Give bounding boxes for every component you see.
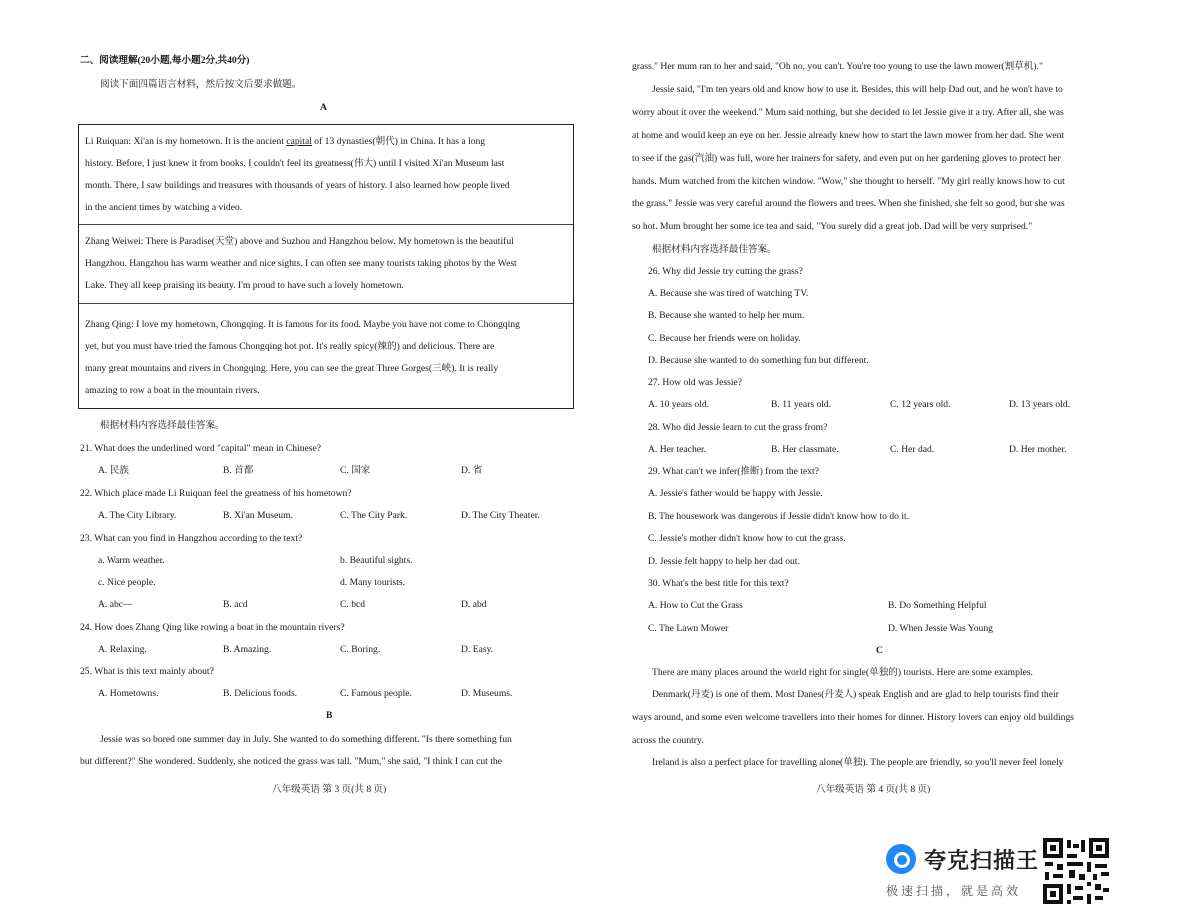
passage-c-line: There are many places around the world right for single(单独的) tourists. Here are some examples. xyxy=(652,667,1033,678)
question-25: 25. What is this text mainly about? xyxy=(80,666,214,677)
q22-option-a[interactable]: A. The City Library. xyxy=(98,510,177,521)
q24-option-c[interactable]: C. Boring. xyxy=(340,644,381,655)
q23-item-a: a. Warm weather. xyxy=(98,555,165,566)
q24-option-d[interactable]: D. Easy. xyxy=(461,644,494,655)
passage-c-label: C xyxy=(876,645,883,656)
question-21: 21. What does the underlined word "capital" mean in Chinese? xyxy=(80,443,322,454)
exam-page-4 xyxy=(600,0,1200,909)
box-line: in the ancient times by watching a video. xyxy=(85,202,243,213)
passage-b-line: Jessie said, "I'm ten years old and know how to use it. Besides, this will help Dad out, and he won't have to xyxy=(652,84,1063,95)
q26-option-b[interactable]: B. Because she wanted to help her mum. xyxy=(648,310,805,321)
passage-b-line: worry about it over the weekend." Mum said nothing, but she decided to let Jessie give it a try. After all, she was xyxy=(632,107,1064,118)
q23-item-b: b. Beautiful sights. xyxy=(340,555,413,566)
q28-option-a[interactable]: A. Her teacher. xyxy=(648,444,707,455)
q27-option-d[interactable]: D. 13 years old. xyxy=(1009,399,1071,410)
section-instruction: 阅读下面四篇语言材料，然后按文后要求做题。 xyxy=(100,79,302,90)
q22-option-b[interactable]: B. Xi'an Museum. xyxy=(223,510,293,521)
passage-b-line: Jessie was so bored one summer day in July. She wanted to do something different. "Is there something fun xyxy=(100,734,512,745)
passage-c-line: ways around, and some even welcome travellers into their homes for dinner. History lovers can enjoy old buildings xyxy=(632,712,1075,723)
underlined-word-capital: capital xyxy=(286,136,312,147)
question-23: 23. What can you find in Hangzhou according to the text? xyxy=(80,533,303,544)
q23-option-d[interactable]: D. abd xyxy=(461,599,487,610)
q28-option-b[interactable]: B. Her classmate. xyxy=(771,444,839,455)
q28-option-c[interactable]: C. Her dad. xyxy=(890,444,935,455)
choose-prompt: 根据材料内容选择最佳答案。 xyxy=(652,244,777,255)
question-30: 30. What's the best title for this text? xyxy=(648,578,789,589)
box-line: Li Ruiquan: Xi'an is my hometown. It is the ancient capital of 13 dynasties(朝代) in China. It has a long xyxy=(85,136,486,147)
q21-option-c[interactable]: C. 国家 xyxy=(340,465,371,476)
q27-option-b[interactable]: B. 11 years old. xyxy=(771,399,832,410)
passage-b-line: so hot. Mum brought her some ice tea and said, "You surely did a great job. Dad will be very surprised." xyxy=(632,221,1033,232)
passage-a-label: A xyxy=(320,102,327,113)
q24-option-a[interactable]: A. Relaxing. xyxy=(98,644,147,655)
section-header: 二、阅读理解(20小题,每小题2分,共40分) xyxy=(80,55,250,66)
q25-option-d[interactable]: D. Museums. xyxy=(461,688,513,699)
box-line: amazing to row a boat in the mountain rivers. xyxy=(85,385,260,396)
passage-c-line: Denmark(丹麦) is one of them. Most Danes(丹麦人) speak English and are glad to help tourists find their xyxy=(652,689,1059,700)
q25-option-b[interactable]: B. Delicious foods. xyxy=(223,688,298,699)
box-line: yet, but you must have tried the famous Chongqing hot pot. It's really spicy(辣的) and delicious. There are xyxy=(85,341,495,352)
box-divider xyxy=(79,224,573,225)
q23-option-c[interactable]: C. bcd xyxy=(340,599,366,610)
q21-option-d[interactable]: D. 省 xyxy=(461,465,483,476)
q25-option-a[interactable]: A. Hometowns. xyxy=(98,688,159,699)
passage-c-line: across the country. xyxy=(632,735,704,746)
page-footer: 八年级英语 第 3 页(共 8 页) xyxy=(272,784,387,795)
q26-option-d[interactable]: D. Because she wanted to do something fun but different. xyxy=(648,355,869,366)
q29-option-c[interactable]: C. Jessie's mother didn't know how to cut the grass. xyxy=(648,533,846,544)
box-line: Zhang Qing: I love my hometown, Chongqing. It is famous for its food. Maybe you have not come to Chongqing xyxy=(85,319,520,330)
q30-option-d[interactable]: D. When Jessie Was Young xyxy=(888,623,993,634)
q26-option-a[interactable]: A. Because she was tired of watching TV. xyxy=(648,288,809,299)
box-line: Lake. They all keep praising its beauty. I'm proud to have such a lovely hometown. xyxy=(85,280,404,291)
box-line: history. Before, I just knew it from books. I couldn't feel its greatness(伟大) until I visited Xi'an Museum last xyxy=(85,158,505,169)
passage-b-line: hands. Mum watched from the kitchen window. "Wow," she thought to herself. "My girl really knows how to cut xyxy=(632,176,1065,187)
q30-option-a[interactable]: A. How to Cut the Grass xyxy=(648,600,743,611)
q29-option-b[interactable]: B. The housework was dangerous if Jessie didn't know how to do it. xyxy=(648,511,910,522)
passage-b-line: at home and would keep an eye on her. Jessie already knew how to start the lawn mower from her dad. She went xyxy=(632,130,1065,141)
question-26: 26. Why did Jessie try cutting the grass? xyxy=(648,266,803,277)
q26-option-c[interactable]: C. Because her friends were on holiday. xyxy=(648,333,801,344)
q27-option-a[interactable]: A. 10 years old. xyxy=(648,399,710,410)
passage-a-box xyxy=(78,124,574,409)
q23-option-b[interactable]: B. acd xyxy=(223,599,248,610)
box-line: Hangzhou. Hangzhou has warm weather and nice sights. I can often see many tourists taking photos by the West xyxy=(85,258,517,269)
q29-option-a[interactable]: A. Jessie's father would be happy with Jessie. xyxy=(648,488,823,499)
qr-code-icon xyxy=(1043,838,1109,904)
question-22: 22. Which place made Li Ruiquan feel the greatness of his hometown? xyxy=(80,488,352,499)
q22-option-c[interactable]: C. The City Park. xyxy=(340,510,408,521)
q22-option-d[interactable]: D. The City Theater. xyxy=(461,510,540,521)
scanner-watermark xyxy=(880,838,1200,909)
q21-option-a[interactable]: A. 民族 xyxy=(98,465,129,476)
q30-option-b[interactable]: B. Do Something Helpful xyxy=(888,600,987,611)
q28-option-d[interactable]: D. Her mother. xyxy=(1009,444,1067,455)
quark-logo-icon xyxy=(886,844,916,874)
box-line: many great mountains and rivers in Chongqing. Here, you can see the great Three Gorges(三峡). It is really xyxy=(85,363,499,374)
box-line: Zhang Weiwei: There is Paradise(天堂) above and Suzhou and Hangzhou below. My hometown is the beautiful xyxy=(85,236,514,247)
passage-b-label: B xyxy=(326,710,333,721)
q24-option-b[interactable]: B. Amazing. xyxy=(223,644,272,655)
box-divider xyxy=(79,303,573,304)
page-footer: 八年级英语 第 4 页(共 8 页) xyxy=(816,784,931,795)
q27-option-c[interactable]: C. 12 years old. xyxy=(890,399,951,410)
question-24: 24. How does Zhang Qing like rowing a boat in the mountain rivers? xyxy=(80,622,345,633)
brand-slogan: 极速扫描，就是高效 xyxy=(886,884,1022,898)
q25-option-c[interactable]: C. Famous people. xyxy=(340,688,412,699)
choose-prompt: 根据材料内容选择最佳答案。 xyxy=(100,420,225,431)
brand-name: 夸克扫描王 xyxy=(924,849,1040,874)
q21-option-b[interactable]: B. 首都 xyxy=(223,465,254,476)
q23-option-a[interactable]: A. abc— xyxy=(98,599,133,610)
box-line: month. There, I saw buildings and treasures with thousands of years of history. I also learned how people lived xyxy=(85,180,510,191)
q23-item-c: c. Nice people. xyxy=(98,577,156,588)
passage-b-line: but different?" She wondered. Suddenly, she noticed the grass was tall. "Mum," she said, "I think I can cut the xyxy=(80,756,502,767)
passage-b-line: grass." Her mum ran to her and said, "Oh no, you can't. You're too young to use the lawn mower(割草机)." xyxy=(632,61,1043,72)
passage-b-line: the grass." Jessie was very careful around the flowers and trees. When she finished, she felt so good, but she was xyxy=(632,198,1065,209)
q23-item-d: d. Many tourists. xyxy=(340,577,406,588)
passage-b-line: to see if the gas(汽油) was full, wore her trainers for safety, and even put on her gardening gloves to protect her xyxy=(632,153,1061,164)
passage-c-line: Ireland is also a perfect place for travelling alone(单独). The people are friendly, so you'll never feel lonely xyxy=(652,757,1064,768)
q30-option-c[interactable]: C. The Lawn Mower xyxy=(648,623,729,634)
q29-option-d[interactable]: D. Jessie felt happy to help her dad out. xyxy=(648,556,800,567)
question-28: 28. Who did Jessie learn to cut the grass from? xyxy=(648,422,828,433)
question-27: 27. How old was Jessie? xyxy=(648,377,743,388)
question-29: 29. What can't we infer(推断) from the text? xyxy=(648,466,819,477)
